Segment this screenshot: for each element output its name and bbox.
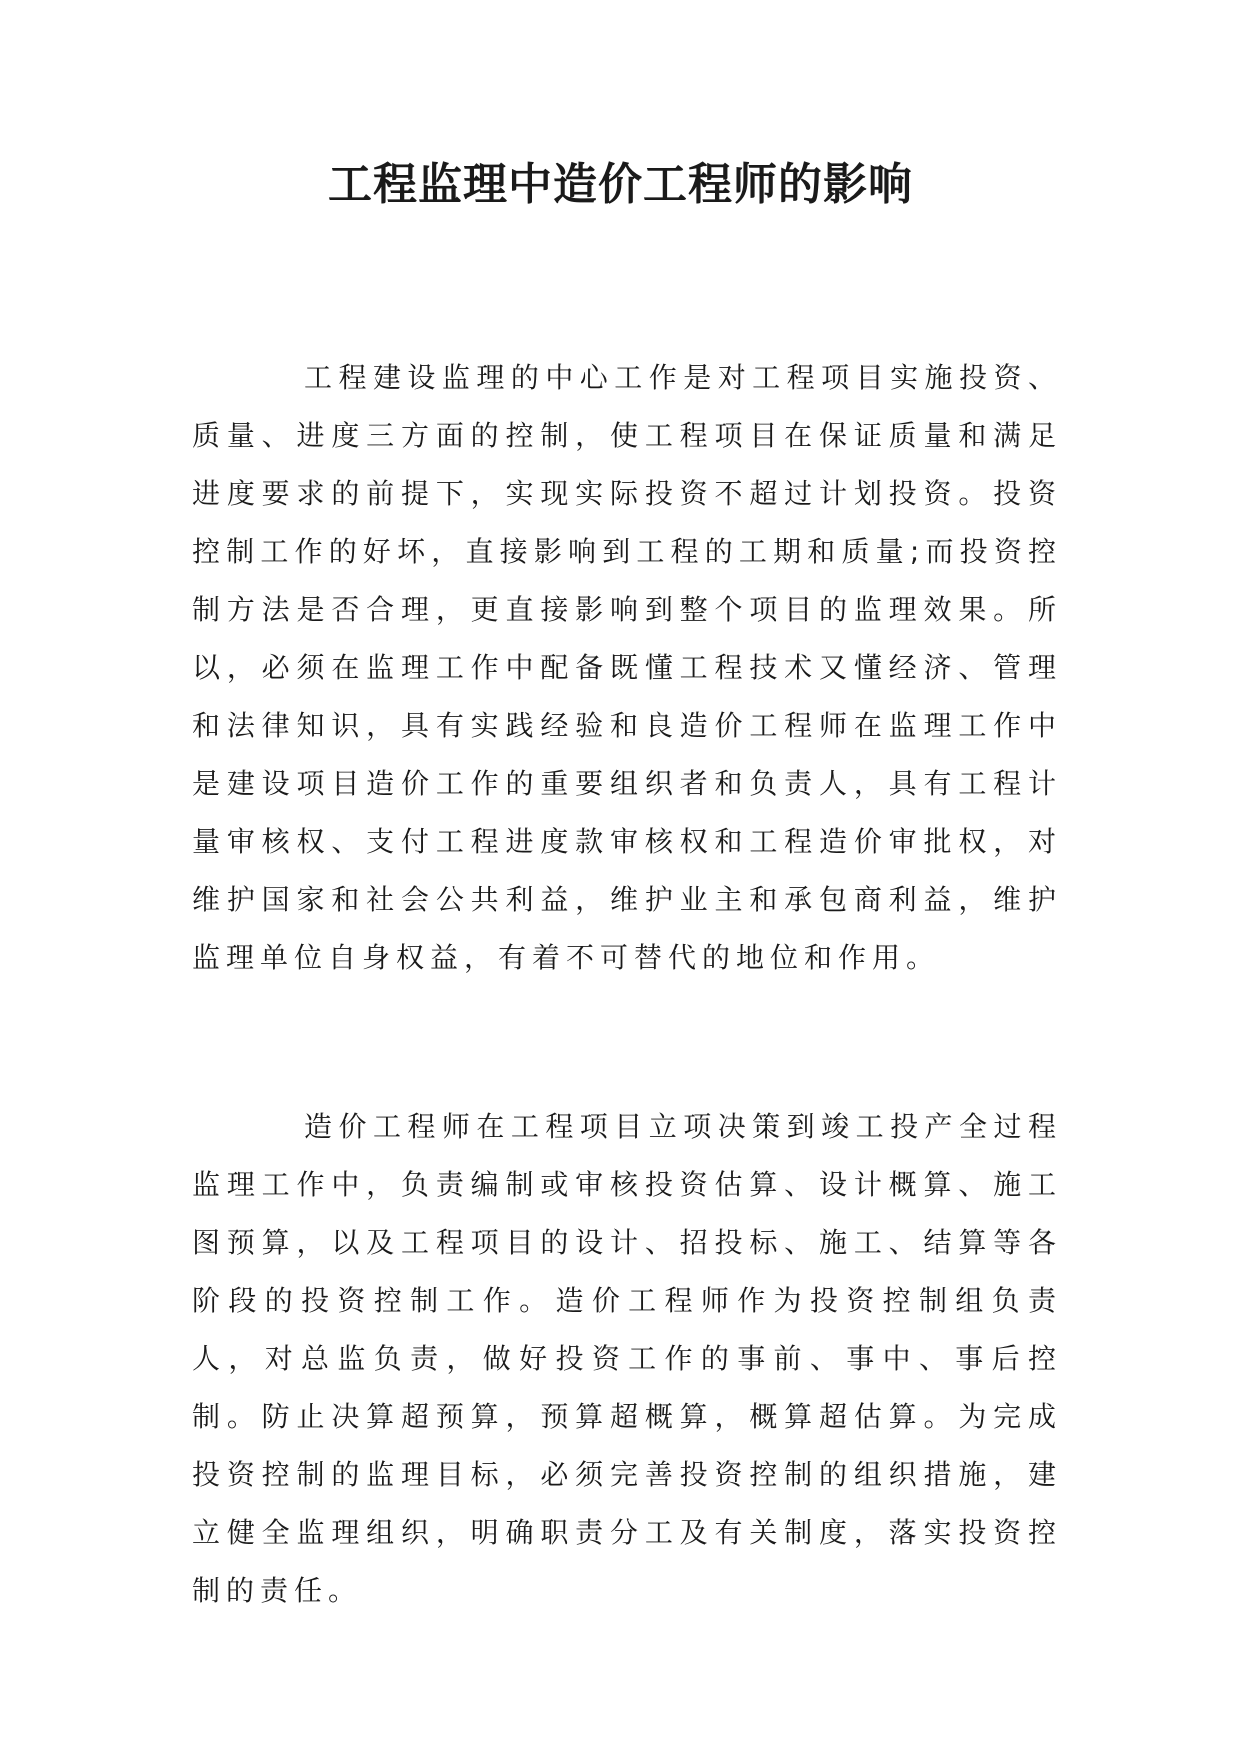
document-title: 工程监理中造价工程师的影响 bbox=[328, 159, 913, 210]
body-paragraph-2: 造价工程师在工程项目立项决策到竣工投产全过程监理工作中，负责编制或审核投资估算、设计概算、施工图预算，以及工程项目的设计、招投标、施工、结算等各阶段的投资控制工作。造价工程师作为投资控制组负责人，对总监负责，做好投资工作的事前、事中、事后控制。防止决算超预算，预算超概算，概算超估算。为完成投资控制的监理目标，必须完善投资控制的组织措施，建立健全监理组织，明确职责分工及有关制度，落实投资控制的责任。 bbox=[192, 1110, 1062, 1607]
body-paragraph-1: 工程建设监理的中心工作是对工程项目实施投资、质量、进度三方面的控制，使工程项目在保证质量和满足进度要求的前提下，实现实际投资不超过计划投资。投资控制工作的好坏，直接影响到工程的工期和质量;而投资控制方法是否合理，更直接影响到整个项目的监理效果。所以，必须在监理工作中配备既懂工程技术又懂经济、管理和法律知识，具有实践经验和良造价工程师在监理工作中是建设项目造价工作的重要组织者和负责人，具有工程计量审核权、支付工程进度款审核权和工程造价审批权，对维护国家和社会公共利益，维护业主和承包商利益，维护监理单位自身权益，有着不可替代的地位和作用。 bbox=[192, 361, 1062, 974]
